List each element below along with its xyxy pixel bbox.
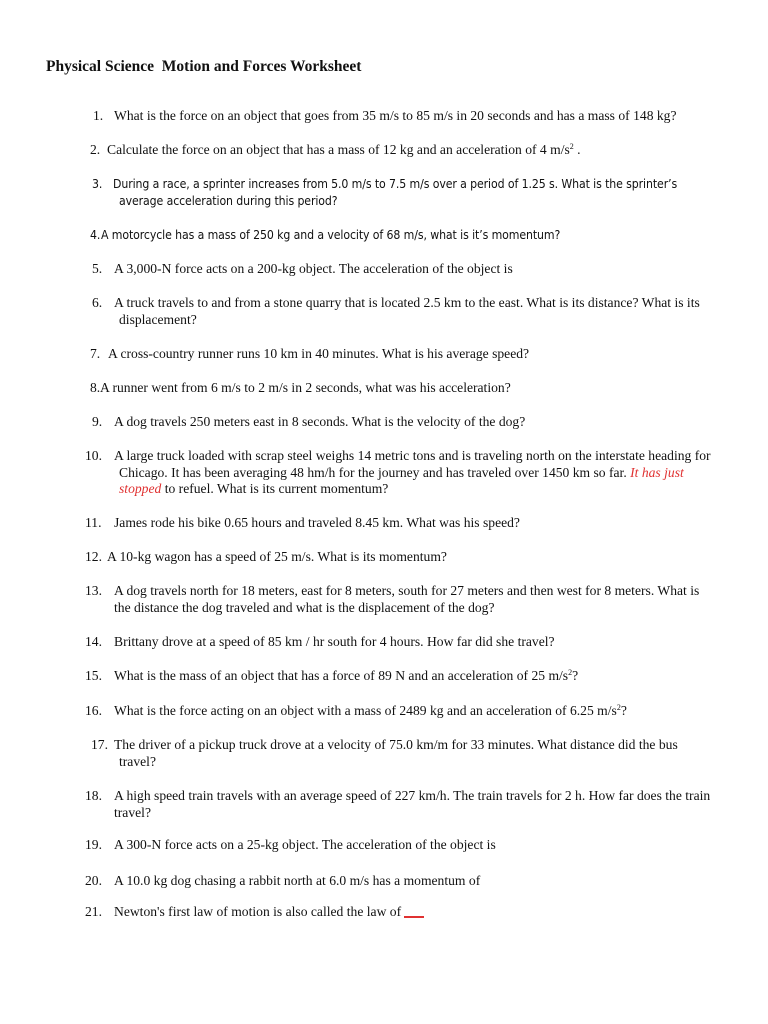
question-number: 21.: [85, 904, 102, 919]
question-text-wrap: [114, 668, 578, 685]
question-number: 16.: [85, 703, 102, 718]
answer-blank[interactable]: [404, 915, 424, 918]
question-line-part: Chicago. It has been averaging 48 hm/h for the journey and has traveled over 1450 km so far.: [119, 464, 631, 480]
question-text: Calculate the force on an object that has a mass of 12 kg and an acceleration of 4 m/s: [107, 142, 570, 157]
superscript: 2: [568, 668, 573, 677]
question-text-wrap: [107, 142, 581, 159]
question-text: A dog travels 250 meters east in 8 seconds. What is the velocity of the dog?: [114, 414, 526, 429]
question-number: 1.: [93, 108, 104, 123]
question-text: A motorcycle has a mass of 250 kg and a velocity of 68 m/s, what is it’s momentum?: [101, 228, 561, 242]
question-number: 20.: [85, 873, 102, 888]
question-number: 13.: [85, 583, 102, 598]
question-text: What is the mass of an object that has a force of 89 N and an acceleration of 25 m/s: [114, 668, 569, 683]
question-line: A truck travels to and from a stone quarry that is located 2.5 km to the east. What is its distance? What is its: [114, 295, 700, 310]
question-text-end: .: [573, 142, 581, 157]
question-line: [119, 465, 711, 482]
page-title: Physical Science Motion and Forces Worksheet: [46, 58, 362, 75]
question-line: [119, 481, 711, 498]
question-text: [114, 788, 710, 821]
question-number: 8.: [90, 380, 101, 395]
question-text: Newton's first law of motion is also called the law of: [114, 904, 402, 919]
question-text-end: ?: [620, 703, 627, 718]
question-text: What is the force on an object that goes from 35 m/s to 85 m/s in 20 seconds and has a mass of 148 kg?: [114, 108, 677, 123]
question-text: James rode his bike 0.65 hours and traveled 8.45 km. What was his speed?: [114, 515, 520, 530]
question-number: 14.: [85, 634, 102, 649]
question-number: 2.: [90, 142, 101, 157]
question-text: A 300-N force acts on a 25-kg object. The acceleration of the object is: [114, 837, 496, 852]
question-text: A 3,000-N force acts on a 200-kg object. The acceleration of the object is: [114, 261, 513, 276]
question-text: Brittany drove at a speed of 85 km / hr south for 4 hours. How far did she travel?: [114, 634, 555, 649]
question-number: 15.: [85, 668, 102, 683]
question-line: A dog travels north for 18 meters, east for 8 meters, south for 27 meters and then west for 8 meters. What is: [114, 583, 700, 598]
question-line: travel?: [114, 804, 151, 820]
question-text: [114, 295, 700, 328]
question-text: A 10.0 kg dog chasing a rabbit north at 6.0 m/s has a momentum of: [114, 873, 481, 888]
question-text-wrap: [114, 703, 627, 720]
question-number: 6.: [92, 295, 103, 310]
superscript: 2: [569, 142, 574, 151]
question-text-end: ?: [572, 668, 579, 683]
question-number: 10.: [85, 448, 102, 463]
question-number: 11.: [85, 515, 102, 530]
question-text: [114, 737, 678, 770]
question-number: 7.: [90, 346, 101, 361]
question-number: 9.: [92, 414, 103, 429]
highlighted-text: It has just: [630, 464, 684, 480]
question-line: A large truck loaded with scrap steel weighs 14 metric tons and is traveling north on the interstate heading for: [114, 448, 711, 463]
question-line: travel?: [119, 753, 156, 769]
question-text: [114, 583, 699, 616]
question-line: During a race, a sprinter increases from 5.0 m/s to 7.5 m/s over a period of 1.25 s. What is the sprinter’s: [113, 177, 678, 191]
question-line: A high speed train travels with an average speed of 227 km/h. The train travels for 2 h. How far does the train: [114, 788, 711, 803]
question-line: average acceleration during this period?: [119, 193, 338, 208]
highlighted-text: stopped: [119, 481, 162, 496]
question-number: 19.: [85, 837, 102, 852]
question-text: What is the force acting on an object with a mass of 2489 kg and an acceleration of 6.25 m/s: [114, 703, 617, 718]
question-line: The driver of a pickup truck drove at a velocity of 75.0 km/m for 33 minutes. What distance did the bus: [114, 737, 678, 752]
question-number: 4.: [90, 228, 101, 242]
superscript: 2: [616, 703, 621, 712]
question-number: 5.: [92, 261, 103, 276]
question-text-wrap: [114, 904, 424, 921]
question-number: 17.: [91, 737, 108, 752]
question-text: [113, 176, 677, 209]
question-line: displacement?: [119, 311, 197, 327]
question-number: 3.: [92, 177, 103, 191]
question-text: [114, 448, 711, 498]
question-text: A cross-country runner runs 10 km in 40 minutes. What is his average speed?: [108, 346, 530, 361]
question-line-part: to refuel. What is its current momentum?: [161, 481, 389, 496]
question-text: A runner went from 6 m/s to 2 m/s in 2 seconds, what was his acceleration?: [100, 380, 511, 395]
question-line: the distance the dog traveled and what is the displacement of the dog?: [114, 599, 495, 615]
question-number: 12.: [85, 549, 102, 564]
question-text: A 10-kg wagon has a speed of 25 m/s. What is its momentum?: [107, 549, 447, 564]
question-number: 18.: [85, 788, 102, 803]
